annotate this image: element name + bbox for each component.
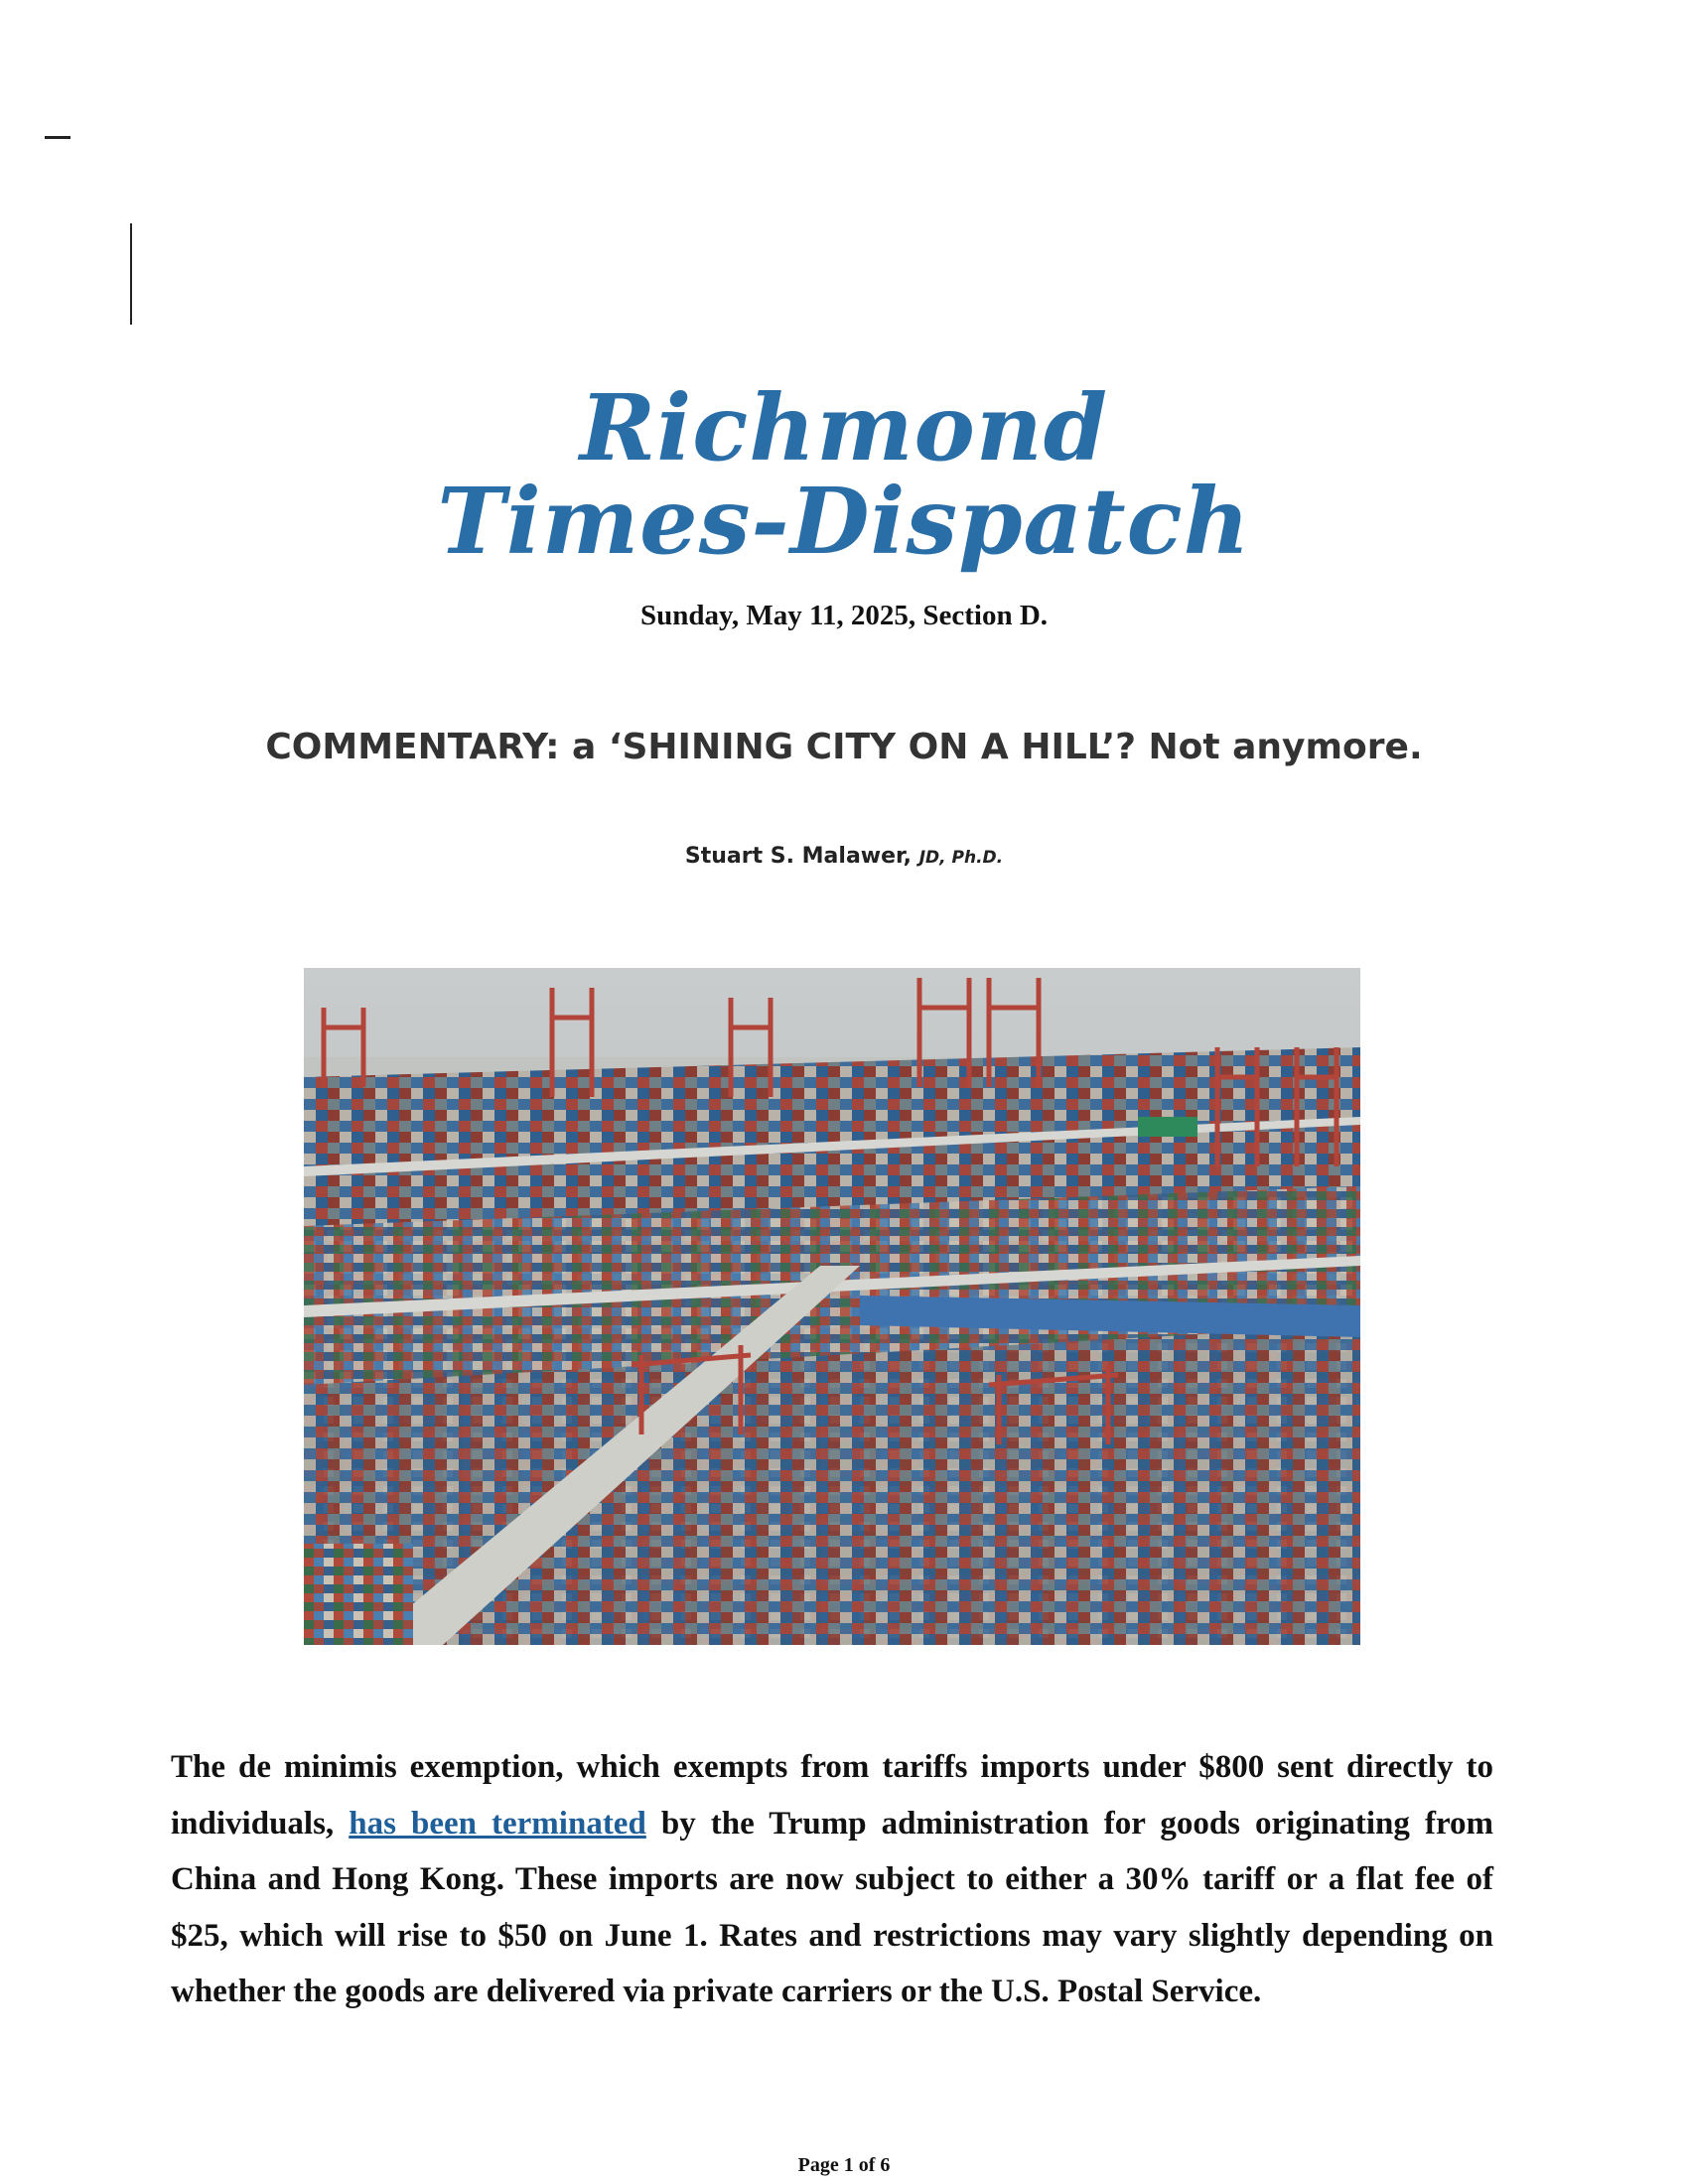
author-credentials: JD, Ph.D. <box>918 848 1004 868</box>
dateline: Sunday, May 11, 2025, Section D. <box>639 600 1049 631</box>
body-text-part-2: by the Trump administration for goods originating from China and Hong Kong. These imports are now subject to either a 30% tariff or a flat fee of $25, which will rise to $50 on June 1. Rates and restrictions may vary slightly depending on whether the goods are delivered via private carriers or the U.S. Postal Service. <box>171 1805 1493 2009</box>
body-text-part-1: The de minimis exemption, which exempts from tariffs imports under $800 sent directly to individuals, <box>171 1749 1493 1842</box>
scan-mark-vertical <box>130 223 132 325</box>
article-body <box>171 1739 1493 2020</box>
article-headline: COMMENTARY: a ‘SHINING CITY ON A HILL’? Not anymore. <box>265 727 1423 767</box>
newspaper-masthead <box>0 374 1688 575</box>
page-number: Page 1 of 6 <box>797 2154 891 2176</box>
port-illustration <box>304 968 1360 1645</box>
byline <box>0 844 1688 869</box>
masthead-line-2: Times-Dispatch <box>437 467 1251 575</box>
container-port-photo <box>304 968 1360 1645</box>
masthead-line-1: Richmond <box>579 374 1109 481</box>
terminated-link[interactable]: has been terminated <box>349 1805 646 1842</box>
author-name: Stuart S. Malawer, <box>684 844 913 869</box>
scan-mark-dash <box>45 136 70 139</box>
